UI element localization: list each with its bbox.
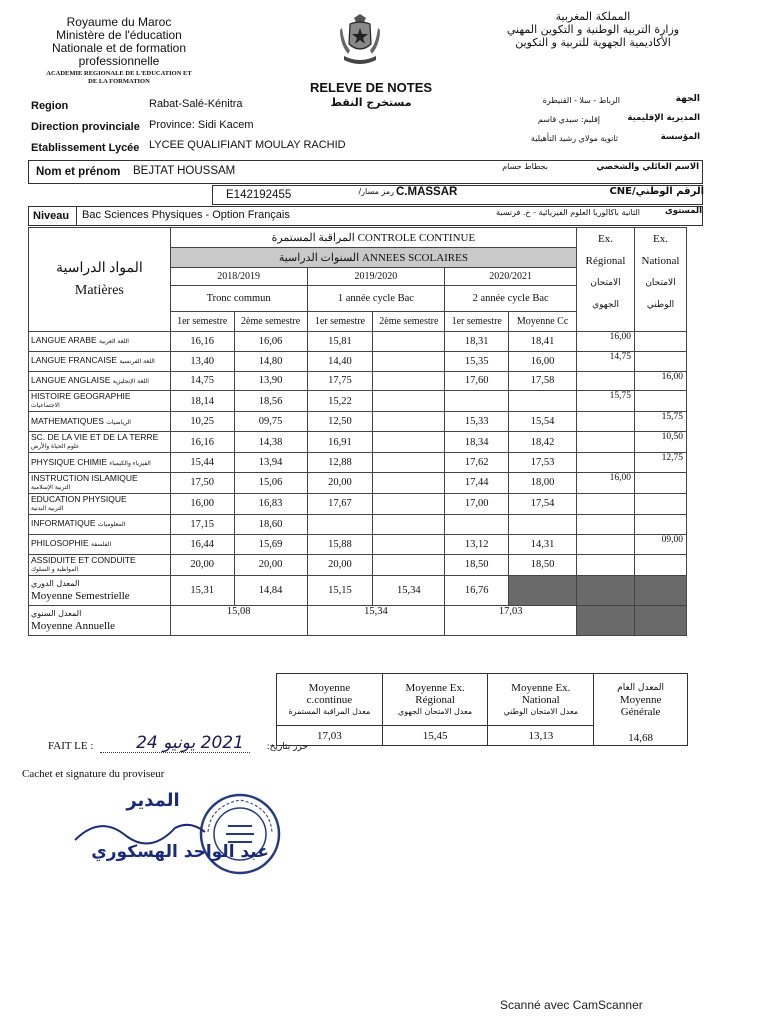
level-1: Tronc commun	[170, 286, 307, 312]
grade-cell: 18,14	[170, 391, 234, 412]
summary-general-value: 14,68	[628, 732, 653, 744]
signature-title: المدير	[126, 790, 180, 811]
etablissement-value: LYCEE QUALIFIANT MOULAY RACHID	[149, 139, 346, 151]
grade-cell: 17,75	[307, 371, 373, 391]
grade-cell: 14,75	[577, 351, 635, 371]
summary-cc-header	[277, 674, 383, 726]
ex-national-ar2: الوطني	[646, 300, 675, 310]
kingdom-fr: Royaume du Maroc	[66, 15, 172, 29]
table-row	[29, 391, 687, 412]
grade-cell: 17,44	[445, 472, 509, 493]
grade-cell: 18,34	[445, 432, 509, 453]
grade-cell: 18,42	[509, 432, 577, 453]
region-label-ar: الجهة	[675, 94, 700, 104]
moy-ann-value: 15,34	[307, 605, 445, 635]
grade-cell	[445, 391, 509, 412]
grade-cell	[509, 514, 577, 534]
moy-ann-label-fr: Moyenne Annuelle	[31, 620, 116, 633]
fait-le-label: FAIT LE :	[48, 740, 94, 752]
massar-label-ar: رمز مسار/	[358, 187, 394, 196]
ex-national-header	[634, 228, 686, 332]
massar-value: E142192455	[226, 189, 292, 201]
ex-national-ar1: الامتحان	[645, 278, 676, 288]
etablissement-value-ar: ثانوية مولاي رشيد التأهيلية	[530, 134, 618, 143]
table-row	[29, 472, 687, 493]
year-1: 2018/2019	[170, 268, 307, 286]
grade-cell: 15,81	[307, 332, 373, 352]
niveau-divider	[76, 206, 77, 226]
grade-cell: 14,31	[509, 534, 577, 554]
moy-sem-label-fr: Moyenne Semestrielle	[31, 590, 130, 603]
subject-name-fr: PHYSIQUE CHIMIE	[31, 456, 108, 467]
grade-cell: 15,88	[307, 534, 373, 554]
table-row	[29, 332, 687, 352]
grade-cell: 20,00	[307, 472, 373, 493]
grade-cell: 17,54	[509, 493, 577, 514]
subject-name	[29, 514, 171, 534]
student-name-label-ar: الاسم العائلي والشخصي	[596, 162, 699, 172]
subject-name-fr: LANGUE ANGLAISE	[31, 374, 111, 385]
sem-header: 1er semestre	[445, 312, 509, 332]
subject-name-ar: المواظبة و السلوك	[31, 565, 79, 573]
summary-regional-ar: معدل الامتحان الجهوي	[398, 706, 473, 716]
table-row	[29, 412, 687, 432]
niveau-value: Bac Sciences Physiques - Option Français	[82, 209, 290, 221]
subjects-header-ar: المواد الدراسية	[56, 260, 143, 276]
shaded-cell	[577, 605, 635, 635]
year-3: 2020/2021	[445, 268, 577, 286]
grade-cell	[373, 493, 445, 514]
signature-stroke-icon	[70, 810, 210, 850]
student-name-value: BEJTAT HOUSSAM	[133, 165, 236, 177]
grade-cell	[577, 493, 635, 514]
table-row	[29, 351, 687, 371]
moy-sem-value: 14,84	[234, 575, 307, 605]
ex-regional-header	[577, 228, 635, 332]
grade-cell	[577, 514, 635, 534]
grade-cell	[634, 391, 686, 412]
etablissement-label-ar: المؤسسة	[660, 132, 700, 142]
sem-header: Moyenne Cc	[509, 312, 577, 332]
sem-header: 2ème semestre	[234, 312, 307, 332]
sem-header: 1er semestre	[307, 312, 373, 332]
cachet-label: Cachet et signature du proviseur	[22, 768, 165, 780]
shaded-cell	[634, 575, 686, 605]
cne-label: الرقم الوطني/CNE	[609, 186, 704, 197]
subject-name	[29, 472, 171, 493]
summary-national-ar: معدل الامتحان الوطني	[503, 706, 579, 716]
grade-cell	[373, 412, 445, 432]
grade-cell: 12,88	[307, 453, 373, 473]
grade-cell: 13,94	[234, 453, 307, 473]
signature-name: عبد الواحد الهسكوري	[91, 842, 269, 862]
camscanner-watermark: Scanné avec CamScanner	[500, 998, 643, 1012]
grade-cell: 15,35	[445, 351, 509, 371]
summary-general-ar: المعدل العام	[617, 683, 664, 693]
grade-cell	[373, 432, 445, 453]
subject-name-ar: المعلوميات	[97, 521, 126, 529]
subject-name	[29, 432, 171, 453]
ex-national-fr2: National	[641, 255, 680, 267]
subject-name	[29, 493, 171, 514]
shaded-cell	[577, 575, 635, 605]
grade-cell	[634, 514, 686, 534]
sem-header: 1er semestre	[170, 312, 234, 332]
summary-table	[276, 673, 688, 746]
fait-le-label-ar: حرر بتاريخ:	[266, 742, 308, 752]
grade-cell	[634, 351, 686, 371]
summary-regional-fr1: Moyenne Ex.	[405, 681, 465, 694]
grade-cell: 20,00	[170, 554, 234, 575]
subject-name-fr: MATHEMATIQUES	[31, 415, 104, 426]
grade-cell: 18,56	[234, 391, 307, 412]
cc-header: المراقبة المستمرة CONTROLE CONTINUE	[170, 228, 576, 248]
grade-cell: 12,75	[634, 453, 686, 473]
school-stamp-icon	[198, 792, 282, 876]
subject-name-ar: التربية الإسلامية	[31, 483, 71, 491]
summary-cc-value: 17,03	[277, 726, 383, 746]
subject-name-ar: علوم الحياة والأرض	[31, 443, 80, 451]
moy-ann-label-ar: المعدل السنوي	[31, 609, 82, 619]
sem-header: 2ème semestre	[373, 312, 445, 332]
grade-cell: 20,00	[234, 554, 307, 575]
ex-regional-fr2: Régional	[585, 255, 626, 267]
ex-national-fr1: Ex.	[653, 233, 668, 245]
grade-cell: 16,00	[509, 351, 577, 371]
moyenne-annuelle-row	[29, 605, 687, 635]
grade-cell: 17,50	[170, 472, 234, 493]
subject-name	[29, 371, 171, 391]
summary-general-header	[594, 674, 688, 746]
subject-name	[29, 412, 171, 432]
grade-cell: 17,15	[170, 514, 234, 534]
ministry-ar: وزارة التربية الوطنية و التكوين المهني	[506, 23, 680, 36]
subject-name-ar: اللغة العربية	[99, 338, 129, 346]
grade-cell: 18,31	[445, 332, 509, 352]
grade-cell	[634, 493, 686, 514]
direction-value: Province: Sidi Kacem	[149, 119, 254, 131]
grade-cell: 17,00	[445, 493, 509, 514]
grade-cell	[634, 332, 686, 352]
subject-name-ar: الفيزياء والكيمياء	[109, 459, 151, 467]
massar-label: C.MASSAR	[396, 186, 458, 198]
header-left	[24, 16, 214, 86]
subject-name	[29, 351, 171, 371]
grade-cell	[634, 554, 686, 575]
level-3: 2 année cycle Bac	[445, 286, 577, 312]
moy-sem-value: 15,31	[170, 575, 234, 605]
niveau-label: Niveau	[33, 210, 70, 222]
subjects-header-fr: Matières	[74, 282, 124, 298]
grade-cell: 15,06	[234, 472, 307, 493]
academie-fr-1: ACADEMIE REGIONALE DE L'EDUCATION ET	[46, 70, 192, 77]
grade-cell: 16,00	[577, 332, 635, 352]
grade-cell: 16,16	[170, 432, 234, 453]
grade-cell: 16,44	[170, 534, 234, 554]
grade-cell: 10,50	[634, 432, 686, 453]
subject-name	[29, 534, 171, 554]
moy-sem-value: 15,15	[307, 575, 373, 605]
moyenne-semestrielle-row	[29, 575, 687, 605]
shaded-cell	[509, 575, 577, 605]
grade-cell	[373, 453, 445, 473]
niveau-value-ar: الثانية باكالوريا العلوم الفيزيائية - خ. فرنسية	[496, 208, 640, 217]
grade-cell: 18,00	[509, 472, 577, 493]
summary-national-fr1: Moyenne Ex.	[511, 681, 571, 694]
grade-cell: 12,50	[307, 412, 373, 432]
shaded-cell	[634, 605, 686, 635]
grade-cell: 14,38	[234, 432, 307, 453]
subject-name-fr: HISTOIRE GEOGRAPHIE	[31, 391, 131, 402]
grade-cell: 15,75	[634, 412, 686, 432]
grade-cell: 17,58	[509, 371, 577, 391]
subject-name	[29, 554, 171, 575]
grade-cell	[577, 412, 635, 432]
subject-name	[29, 391, 171, 412]
summary-cc-fr2: c.continue	[306, 693, 353, 706]
grade-cell	[577, 432, 635, 453]
table-row	[29, 514, 687, 534]
grade-cell	[373, 371, 445, 391]
grade-cell	[373, 472, 445, 493]
table-row	[29, 554, 687, 575]
moy-sem-value: 15,34	[373, 575, 445, 605]
level-2: 1 année cycle Bac	[307, 286, 445, 312]
etablissement-label: Etablissement Lycée	[31, 142, 140, 154]
student-name-label: Nom et prénom	[36, 166, 121, 178]
subject-name-ar: التربية البدنية	[31, 504, 64, 512]
grade-cell: 17,67	[307, 493, 373, 514]
grade-cell	[373, 514, 445, 534]
subject-name-ar: الاجتماعيات	[31, 402, 60, 410]
grade-cell: 18,50	[445, 554, 509, 575]
table-row	[29, 453, 687, 473]
grade-cell: 15,54	[509, 412, 577, 432]
student-name-value-ar: بجطاط حسام	[502, 162, 548, 171]
table-row	[29, 432, 687, 453]
grade-cell	[577, 453, 635, 473]
summary-national-fr2: National	[521, 693, 560, 706]
moy-sem-label-ar: المعدل الدوري	[31, 579, 80, 589]
subject-name-fr: SC. DE LA VIE ET DE LA TERRE	[31, 432, 159, 443]
grade-cell: 15,33	[445, 412, 509, 432]
subject-name-fr: EDUCATION PHYSIQUE	[31, 493, 127, 504]
region-value: Rabat-Salé-Kénitra	[149, 98, 243, 110]
direction-value-ar: إقليم: سيدي قاسم	[537, 115, 600, 124]
subject-name-ar: الفلسفة	[91, 541, 112, 549]
region-label: Region	[31, 100, 69, 112]
subject-name-fr: ASSIDUITE ET CONDUITE	[31, 554, 136, 565]
moroccan-emblem-icon	[338, 14, 382, 66]
grade-cell	[373, 332, 445, 352]
years-header: السنوات الدراسية ANNEES SCOLAIRES	[170, 248, 576, 268]
grade-cell	[634, 472, 686, 493]
grade-cell: 10,25	[170, 412, 234, 432]
grade-cell: 14,75	[170, 371, 234, 391]
summary-cc-fr1: Moyenne	[308, 681, 351, 694]
subject-name-ar: اللغة الفرنسية	[119, 358, 155, 366]
grade-cell: 09,75	[234, 412, 307, 432]
grade-cell: 15,22	[307, 391, 373, 412]
grade-cell	[577, 554, 635, 575]
grade-cell: 16,16	[170, 332, 234, 352]
document-title: RELEVE DE NOTES	[309, 80, 433, 95]
grade-cell: 16,06	[234, 332, 307, 352]
grade-cell: 15,75	[577, 391, 635, 412]
grade-cell: 17,62	[445, 453, 509, 473]
subject-name-fr: INSTRUCTION ISLAMIQUE	[31, 472, 138, 483]
grade-cell	[307, 514, 373, 534]
fait-le-date: 2021 يونيو 24	[136, 733, 244, 753]
table-row	[29, 534, 687, 554]
moy-ann-value: 15,08	[170, 605, 307, 635]
grade-cell: 17,53	[509, 453, 577, 473]
summary-national-header	[488, 674, 594, 726]
summary-cc-ar: معدل المراقبة المستمرة	[288, 706, 371, 716]
year-2: 2019/2020	[307, 268, 445, 286]
summary-regional-value: 15,45	[382, 726, 488, 746]
grade-cell: 20,00	[307, 554, 373, 575]
grades-table	[28, 227, 687, 636]
grade-cell	[577, 371, 635, 391]
grade-cell: 16,91	[307, 432, 373, 453]
academie-fr-2: DE LA FORMATION	[88, 78, 150, 85]
kingdom-ar: المملكة المغربية	[555, 10, 631, 23]
subject-name	[29, 332, 171, 352]
grade-cell: 14,40	[307, 351, 373, 371]
subject-name-fr: LANGUE FRANCAISE	[31, 355, 117, 366]
direction-label-ar: المديرية الإقليمية	[627, 113, 700, 123]
grade-cell: 18,50	[509, 554, 577, 575]
grade-cell	[373, 554, 445, 575]
subject-name-fr: LANGUE ARABE	[31, 335, 97, 346]
ministry-fr-1: Ministère de l'éducation	[56, 28, 182, 42]
table-row	[29, 493, 687, 514]
grade-cell: 18,41	[509, 332, 577, 352]
ministry-fr-2: Nationale et de formation	[51, 41, 187, 55]
grade-cell	[445, 514, 509, 534]
ministry-fr-3: professionnelle	[78, 54, 160, 68]
grade-cell	[509, 391, 577, 412]
moy-sem-value: 16,76	[445, 575, 509, 605]
grade-cell	[373, 534, 445, 554]
subject-name-fr: INFORMATIQUE	[31, 518, 96, 529]
grade-cell	[373, 351, 445, 371]
moy-ann-value: 17,03	[445, 605, 577, 635]
grade-cell: 15,69	[234, 534, 307, 554]
summary-general-fr1: Moyenne	[619, 694, 662, 706]
table-row	[29, 371, 687, 391]
grade-cell: 16,00	[170, 493, 234, 514]
header-right	[478, 10, 708, 49]
subjects-header	[29, 228, 171, 332]
summary-regional-fr2: Régional	[415, 693, 455, 706]
ex-regional-fr1: Ex.	[598, 233, 613, 245]
grade-cell: 09,00	[634, 534, 686, 554]
subject-name	[29, 453, 171, 473]
subject-name-ar: اللغة الإنجليزية	[112, 377, 149, 385]
grade-cell: 13,90	[234, 371, 307, 391]
document-title-ar: مستخرج النقط	[330, 96, 412, 109]
grade-cell	[577, 534, 635, 554]
grade-cell: 13,12	[445, 534, 509, 554]
grade-cell: 18,60	[234, 514, 307, 534]
grade-cell: 16,00	[577, 472, 635, 493]
direction-label: Direction provinciale	[31, 121, 140, 133]
summary-general-fr2: Générale	[620, 706, 661, 718]
grade-cell: 15,44	[170, 453, 234, 473]
subject-name-ar: الرياضيات	[106, 418, 131, 426]
niveau-label-ar: المستوى	[664, 206, 702, 216]
summary-national-value: 13,13	[488, 726, 594, 746]
grade-cell	[373, 391, 445, 412]
ex-regional-ar1: الامتحان	[590, 278, 621, 288]
grade-cell: 14,80	[234, 351, 307, 371]
grade-cell: 16,00	[634, 371, 686, 391]
subject-name-fr: PHILOSOPHIE	[31, 538, 89, 549]
academie-ar: الأكاديمية الجهوية للتربية و التكوين	[515, 36, 671, 49]
grade-cell: 16,83	[234, 493, 307, 514]
grade-cell: 13,40	[170, 351, 234, 371]
grade-cell: 17,60	[445, 371, 509, 391]
summary-regional-header	[382, 674, 488, 726]
region-value-ar: الرباط - سلا - القنيطرة	[542, 96, 620, 105]
ex-regional-ar2: الجهوي	[592, 300, 619, 310]
